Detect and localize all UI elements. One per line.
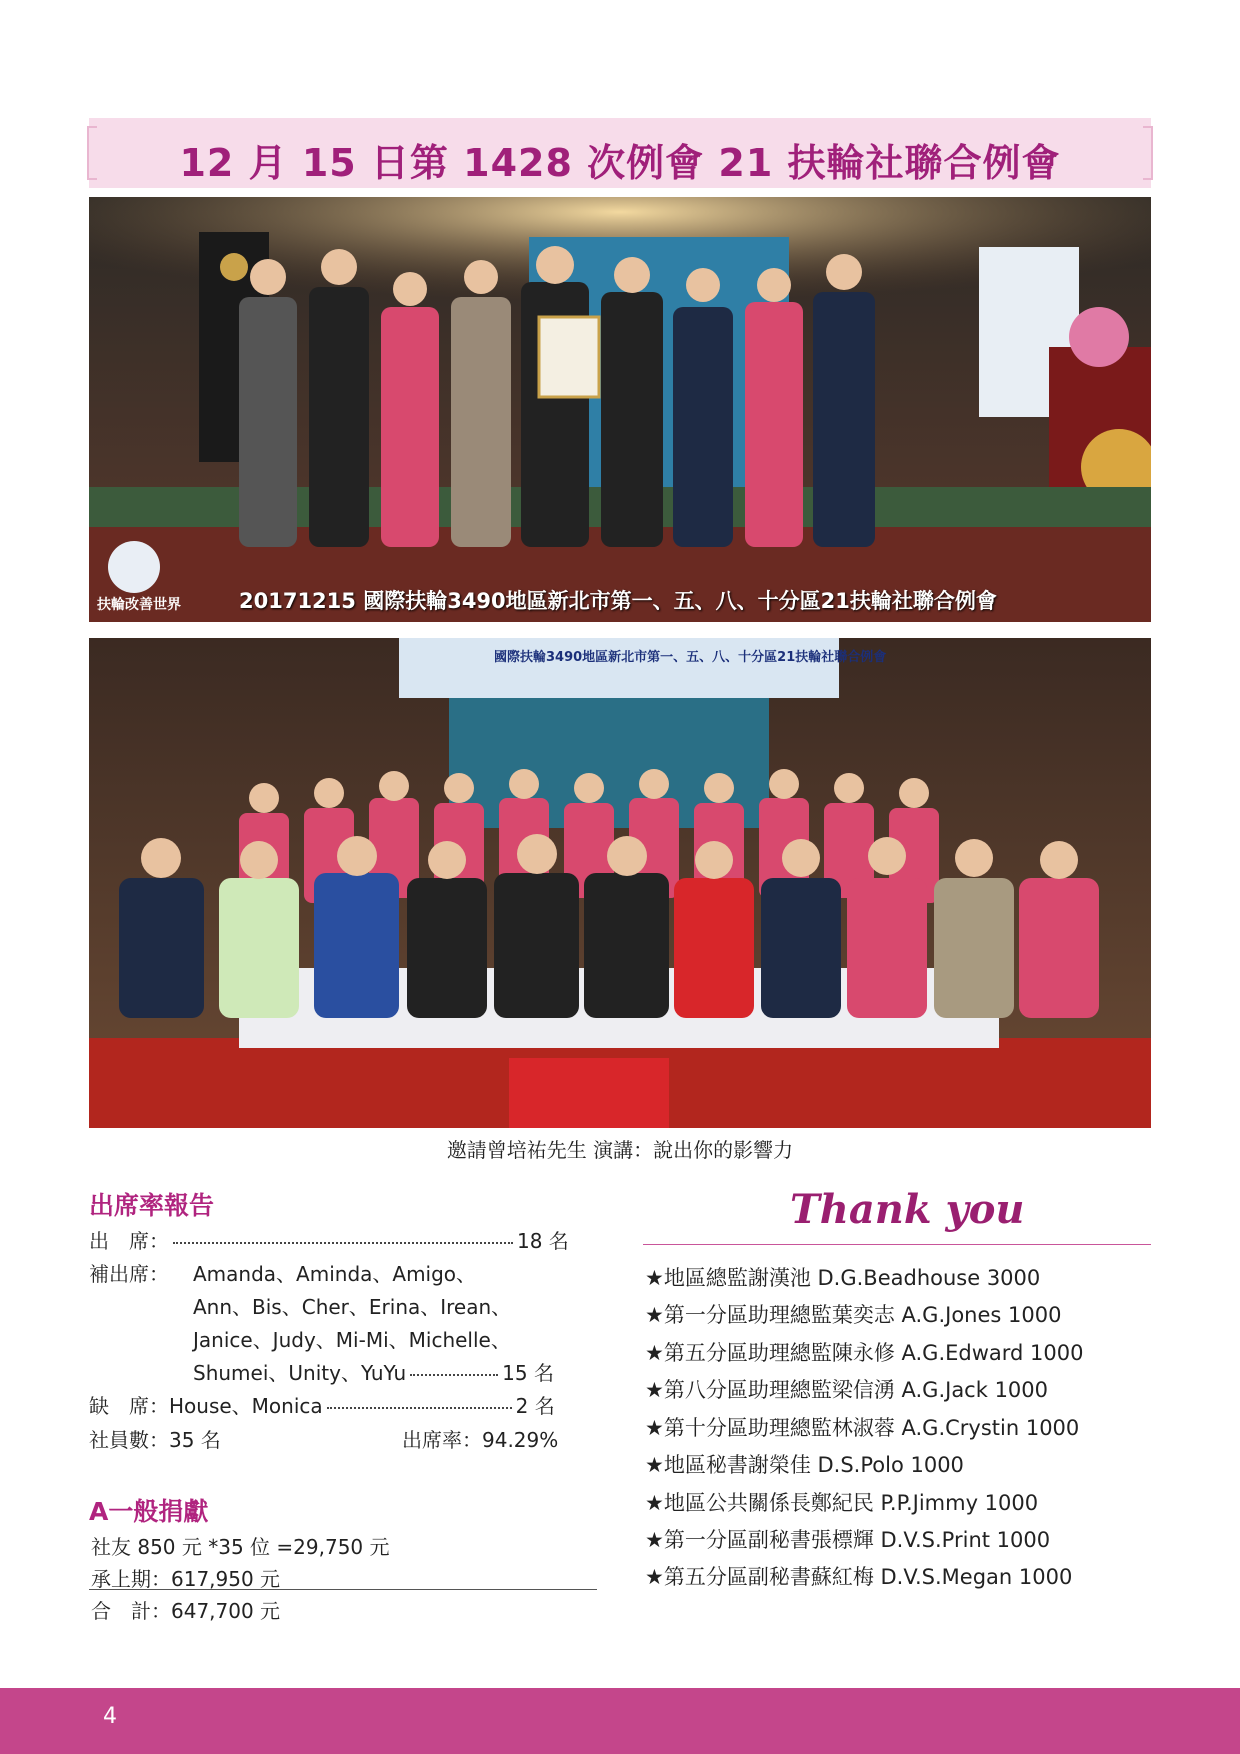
- photo-caption: 邀請曾培祐先生 演講：說出你的影響力: [446, 1138, 794, 1162]
- page-number: 4: [103, 1704, 117, 1729]
- divider: [89, 1589, 597, 1590]
- donation-line: 社友 850 元 *35 位 =29,750 元: [91, 1535, 390, 1559]
- donation-total: 合 計：647,700 元: [91, 1599, 281, 1623]
- thanks-item: ★第五分區副秘書蘇紅梅 D.V.S.Megan 1000: [645, 1565, 1073, 1589]
- members-count: 社員數：35 名: [89, 1428, 221, 1452]
- makeup-line: Janice、Judy、Mi-Mi、Michelle、: [193, 1328, 511, 1352]
- attendance-rate: 出席率：94.29%: [402, 1428, 559, 1452]
- makeup-line: Amanda、Aminda、Amigo、: [193, 1262, 477, 1286]
- divider: [643, 1244, 1151, 1245]
- footer-bar: [0, 1688, 1240, 1754]
- attendance-heading: 出席率報告: [89, 1191, 215, 1220]
- makeup-line: Ann、Bis、Cher、Erina、Irean、: [193, 1295, 512, 1319]
- thanks-item: ★第八分區助理總監梁信湧 A.G.Jack 1000: [645, 1378, 1049, 1402]
- title-banner: [89, 118, 1151, 188]
- absent-label: 缺 席：: [89, 1394, 169, 1418]
- thanks-item: ★第五分區助理總監陳永修 A.G.Edward 1000: [645, 1341, 1084, 1365]
- leader-dots: [327, 1407, 512, 1409]
- present-label: 出 席：: [89, 1229, 169, 1253]
- group-photo-bottom: [89, 638, 1151, 1128]
- thanks-item: ★第一分區副秘書張標輝 D.V.S.Print 1000: [645, 1528, 1051, 1552]
- group-photo-top: [89, 197, 1151, 622]
- thanks-item: ★地區總監謝漢池 D.G.Beadhouse 3000: [645, 1266, 1041, 1290]
- absent-names: House、Monica: [169, 1394, 323, 1418]
- thanks-item: ★地區公共關係長鄭紀民 P.P.Jimmy 1000: [645, 1491, 1039, 1515]
- thank-you-title: Thank you: [790, 1186, 1025, 1233]
- leader-dots: [173, 1242, 513, 1244]
- makeup-label: 補出席：: [89, 1262, 169, 1286]
- absent-row: [89, 1390, 555, 1419]
- present-row: [89, 1225, 569, 1254]
- leader-dots: [410, 1374, 498, 1376]
- makeup-value: 15 名: [502, 1361, 554, 1385]
- makeup-last-row: [193, 1357, 554, 1386]
- absent-value: 2 名: [515, 1394, 555, 1418]
- page-title: 12 月 15 日第 1428 次例會 21 扶輪社聯合例會: [179, 141, 1061, 185]
- photo-banner-caption: 20171215 國際扶輪3490地區新北市第一、五、八、十分區21扶輪社聯合例會: [239, 589, 997, 613]
- banner-text: 國際扶輪3490地區新北市第一、五、八、十分區21扶輪社聯合例會: [494, 650, 887, 665]
- present-value: 18 名: [517, 1229, 569, 1253]
- donation-heading: A一般捐獻: [89, 1497, 209, 1526]
- thanks-item: ★地區秘書謝榮佳 D.S.Polo 1000: [645, 1453, 964, 1477]
- donation-carryover: 承上期：617,950 元: [91, 1567, 281, 1591]
- thanks-item: ★第一分區助理總監葉奕志 A.G.Jones 1000: [645, 1303, 1062, 1327]
- thanks-item: ★第十分區助理總監林淑蓉 A.G.Crystin 1000: [645, 1416, 1080, 1440]
- logo-caption: 扶輪改善世界: [97, 597, 181, 613]
- makeup-line: Shumei、Unity、YuYu: [193, 1361, 407, 1385]
